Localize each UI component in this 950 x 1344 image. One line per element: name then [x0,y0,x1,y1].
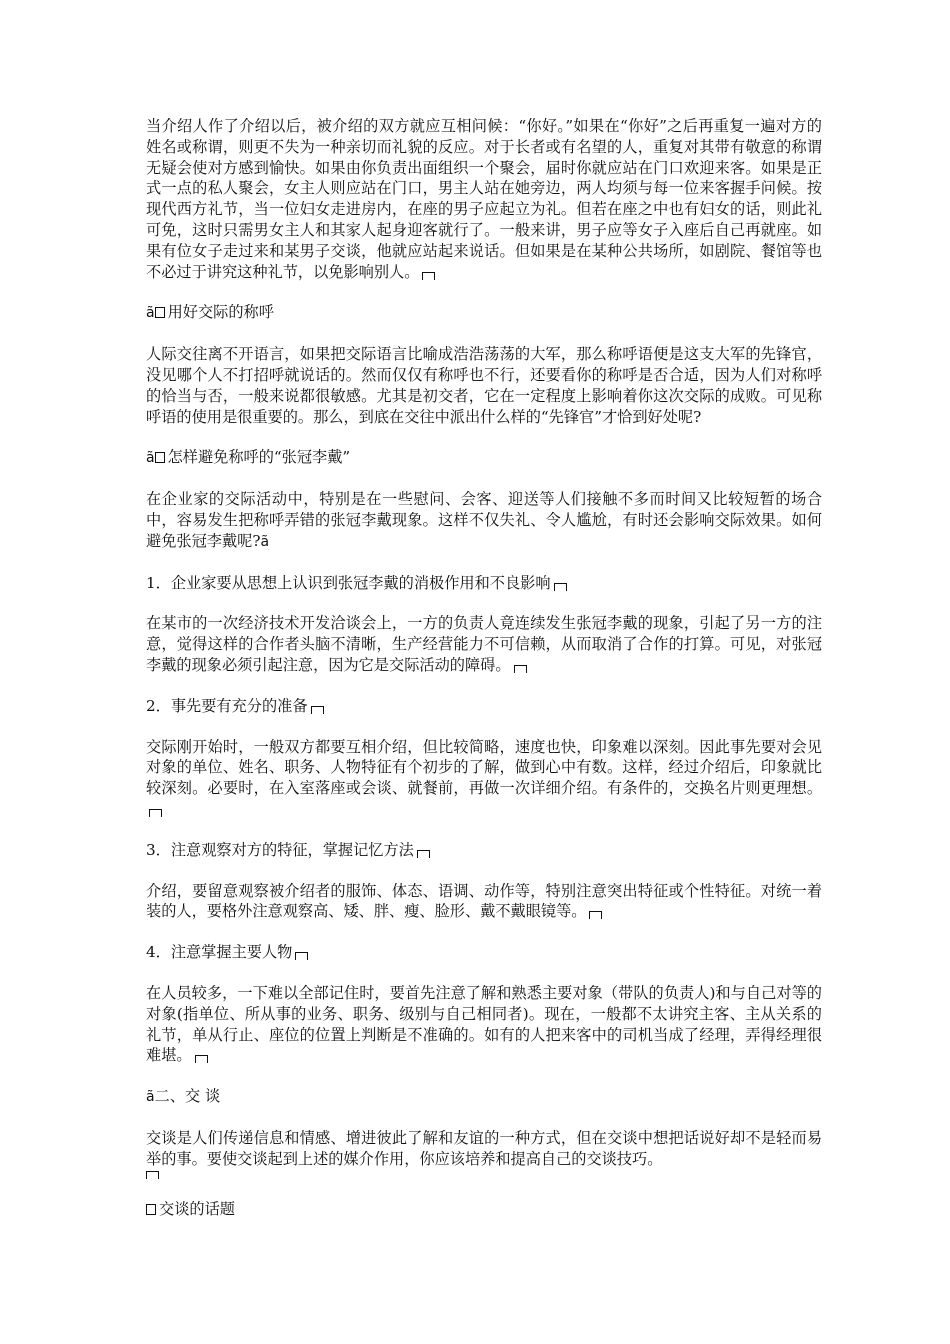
address-paragraph [146,344,822,427]
paragraph-return-icon [149,809,162,817]
list-item-4-title [146,942,822,963]
conversation-paragraph [146,1128,822,1180]
item-body-text: 介绍，要留意观察被介绍者的服饰、体态、语调、动作等，特别注意突出特征或个性特征。对统一着装的人，要格外注意观察高、矮、胖、瘦、脸形、戴不戴眼镜等。 [146,881,822,921]
section-heading-topics [146,1199,822,1220]
section-heading-forms-of-address [146,302,822,324]
avoid-paragraph [146,489,822,552]
list-item-2-body [146,737,822,820]
paragraph-return-icon [514,665,527,673]
item-title-text: 2．事先要有充分的准备 [146,696,308,715]
intro-paragraph [146,116,822,282]
document-page [146,116,822,1240]
list-item-1-title [146,573,822,594]
avoid-text: 在企业家的交际活动中，特别是在一些慰问、会客、迎送等人们接触不多而时间又比较短暂的场合中，容易发生把称呼弄错的张冠李戴现象。这样不仅失礼、令人尴尬，有时还会影响交际效果。如何避免张冠李戴呢? [146,490,822,550]
stray-glyph: ã [146,305,155,322]
paragraph-return-icon [589,911,602,919]
paragraph-return-icon [417,850,430,858]
item-body-text: 在某市的一次经济技术开发洽谈会上，一方的负责人竟连续发生张冠李戴的现象，引起了另一方的注意，觉得这样的合作者头脑不清晰，生产经营能力不可信赖，从而取消了合作的打算。可见，对张冠李戴的现象必须引起注意，因为它是交际活动的障碍。 [146,614,822,674]
empty-box-icon [146,1204,156,1215]
heading-text: 二、交 谈 [154,1087,221,1106]
item-title-text: 1．企业家要从思想上认识到张冠李戴的消极作用和不良影响 [146,573,551,592]
section-heading-conversation [146,1086,822,1108]
list-item-2-title [146,696,822,717]
heading-text: 用好交际的称呼 [167,303,274,322]
list-item-1-body [146,613,822,675]
conversation-text: 交谈是人们传递信息和情感、增进彼此了解和友谊的一种方式，但在交谈中想把话说好却不是轻而易举的事。要使交谈起到上述的媒介作用，你应该培养和提高自己的交谈技巧。 [146,1128,822,1168]
item-body-text: 交际刚开始时，一般双方都要互相介绍，但比较简略，速度也快，印象难以深刻。因此事先要对会见对象的单位、姓名、职务、人物特征有个初步的了解，做到心中有数。这样，经过介绍后，印象就比较深刻。必要时，在入室落座或会谈、就餐前，再做一次详细介绍。有条件的，交换名片则更理想。 [146,737,822,798]
item-body-text: 在人员较多，一下难以全部记住时，要首先注意了解和熟悉主要对象（带队的负责人)和与自己对等的对象(指单位、所从事的业务、职务、级别与自己相同者)。现在，一般都不太讲究主客、主从关系的礼节，单从行止、座位的位置上判断是不准确的。如有的人把来客中的司机当成了经理，弄得经理很难堪。 [146,983,822,1065]
paragraph-return-icon [311,706,324,714]
item-title-text: 4．注意掌握主要人物 [146,943,293,962]
paragraph-return-icon [554,583,567,591]
heading-text: 怎样避免称呼的“张冠李戴” [167,448,351,467]
list-item-3-title [146,840,822,861]
list-item-3-body [146,881,822,923]
paragraph-return-icon [146,1171,159,1179]
intro-text: 当介绍人作了介绍以后，被介绍的双方就应互相问候：“你好。”如果在“你好”之后再重复一遍对方的姓名或称谓，则更不失为一种亲切而礼貌的反应。对于长者或有名望的人，重复对其带有敬意的称谓无疑会使对方感到愉快。如果由你负责出面组织一个聚会，届时你就应站在门口欢迎来客。如果是正式一点的私人聚会，女主人则应站在门口，男主人站在她旁边，两人均须与每一位来客握手问候。按现代西方礼节，当一位妇女走进房内，在座的男子应起立为礼。但若在座之中也有妇女的话，则此礼可免，这时只需男女主人和其家人起身迎客就行了。一般来讲，男子应等女子入座后自己再就座。如果有位女子走过来和某男子交谈，他就应站起来说话。但如果是在某种公共场所，如剧院、餐馆等也不必过于讲究这种礼节，以免影响别人。 [146,117,822,281]
address-text: 人际交往离不开语言，如果把交际语言比喻成浩浩荡荡的大军，那么称呼语便是这支大军的先锋官，没见哪个人不打招呼就说话的。然而仅仅有称呼也不行，还要看你的称呼是否合适，因为人们对称呼的恰当与否，一般来说都很敏感。尤其是初交者，它在一定程度上影响着你这次交际的成败。可见称呼语的使用是很重要的。那么，到底在交往中派出什么样的“先锋官”才恰到好处呢? [146,345,822,426]
stray-glyph: ã [146,1089,155,1106]
item-title-text: 3．注意观察对方的特征，掌握记忆方法 [146,840,414,859]
empty-box-icon [155,452,165,463]
stray-glyph: ã [146,450,155,467]
paragraph-return-icon [295,952,308,960]
heading-text: 交谈的话题 [159,1200,235,1219]
section-heading-avoid-mixups [146,447,822,469]
paragraph-return-icon [422,272,435,280]
paragraph-return-icon [195,1055,208,1063]
empty-box-icon [155,307,165,318]
list-item-4-body [146,983,822,1066]
stray-glyph: ã [260,533,270,550]
